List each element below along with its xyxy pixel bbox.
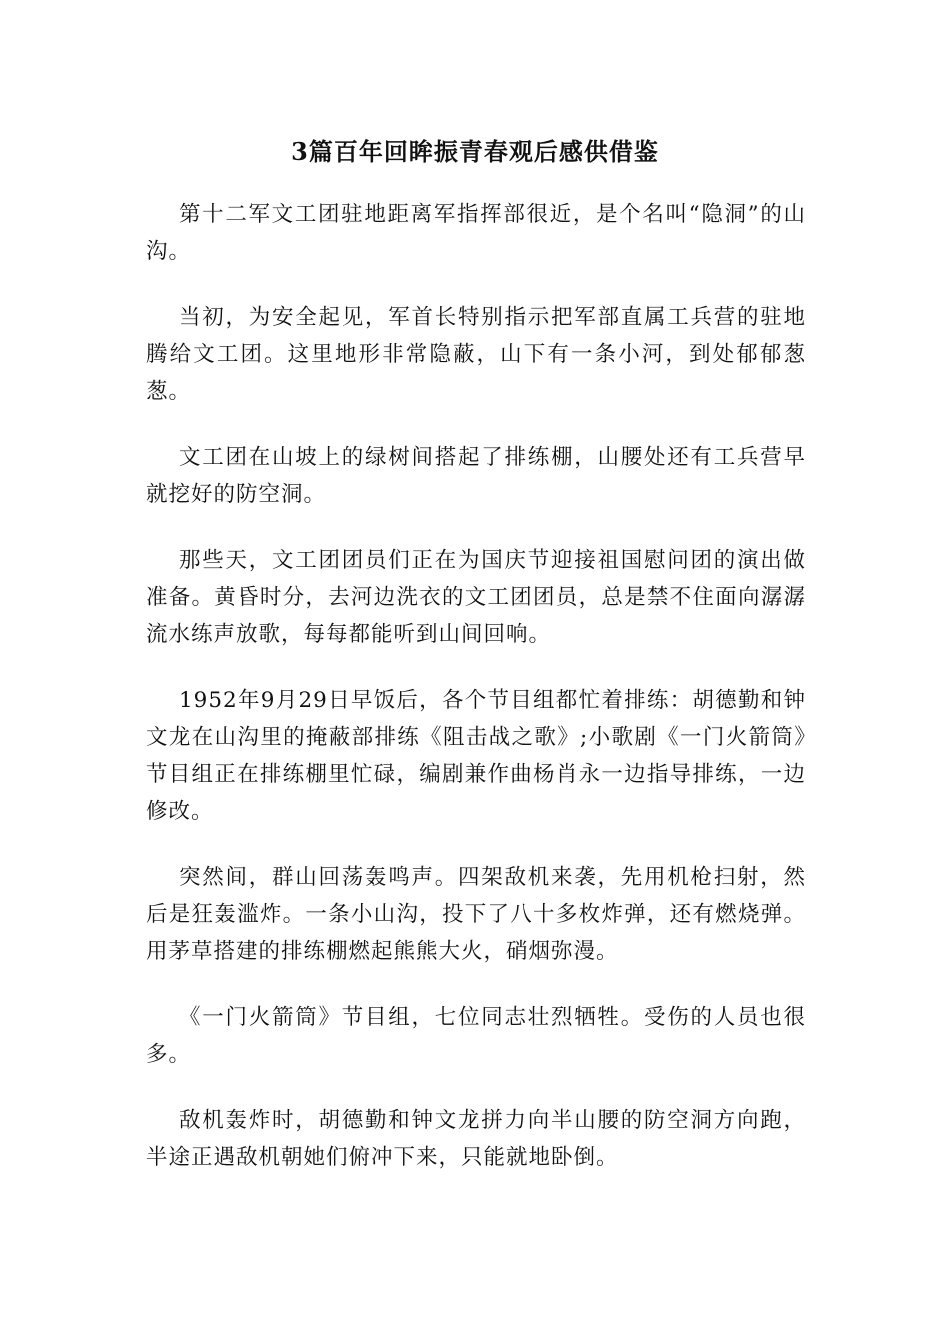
paragraph-1: 第十二军文工团驻地距离军指挥部很近，是个名叫“隐洞”的山沟。 [146,202,806,264]
paragraph-7: 《一门火箭筒》节目组，七位同志壮烈牺牲。受伤的人员也很多。 [146,1005,806,1067]
paragraph-6: 突然间，群山回荡轰鸣声。四架敌机来袭，先用机枪扫射，然后是狂轰滥炸。一条小山沟，投下了八十多枚炸弹，还有燃烧弹。用茅草搭建的排练棚燃起熊熊大火，硝烟弥漫。 [146,865,806,964]
document-body [146,196,806,1205]
paragraph-2: 当初，为安全起见，军首长特别指示把军部直属工兵营的驻地腾给文工团。这里地形非常隐蔽，山下有一条小河，到处郁郁葱葱。 [146,305,806,404]
paragraph-8: 敌机轰炸时，胡德勤和钟文龙拼力向半山腰的防空洞方向跑，半途正遇敌机朝她们俯冲下来，只能就地卧倒。 [146,1108,806,1170]
document-title: 3篇百年回眸振青春观后感供借鉴 [291,137,659,166]
paragraph-4: 那些天，文工团团员们正在为国庆节迎接祖国慰问团的演出做准备。黄昏时分，去河边洗衣的文工团团员，总是禁不住面向潺潺流水练声放歌，每每都能听到山间回响。 [146,548,806,647]
paragraph-5: 1952年9月29日早饭后，各个节目组都忙着排练：胡德勤和钟文龙在山沟里的掩蔽部排练《阻击战之歌》;小歌剧《一门火箭筒》节目组正在排练棚里忙碌，编剧兼作曲杨肖永一边指导排练，一边修改。 [146,688,806,824]
paragraph-3: 文工团在山坡上的绿树间搭起了排练棚，山腰处还有工兵营早就挖好的防空洞。 [146,445,806,507]
